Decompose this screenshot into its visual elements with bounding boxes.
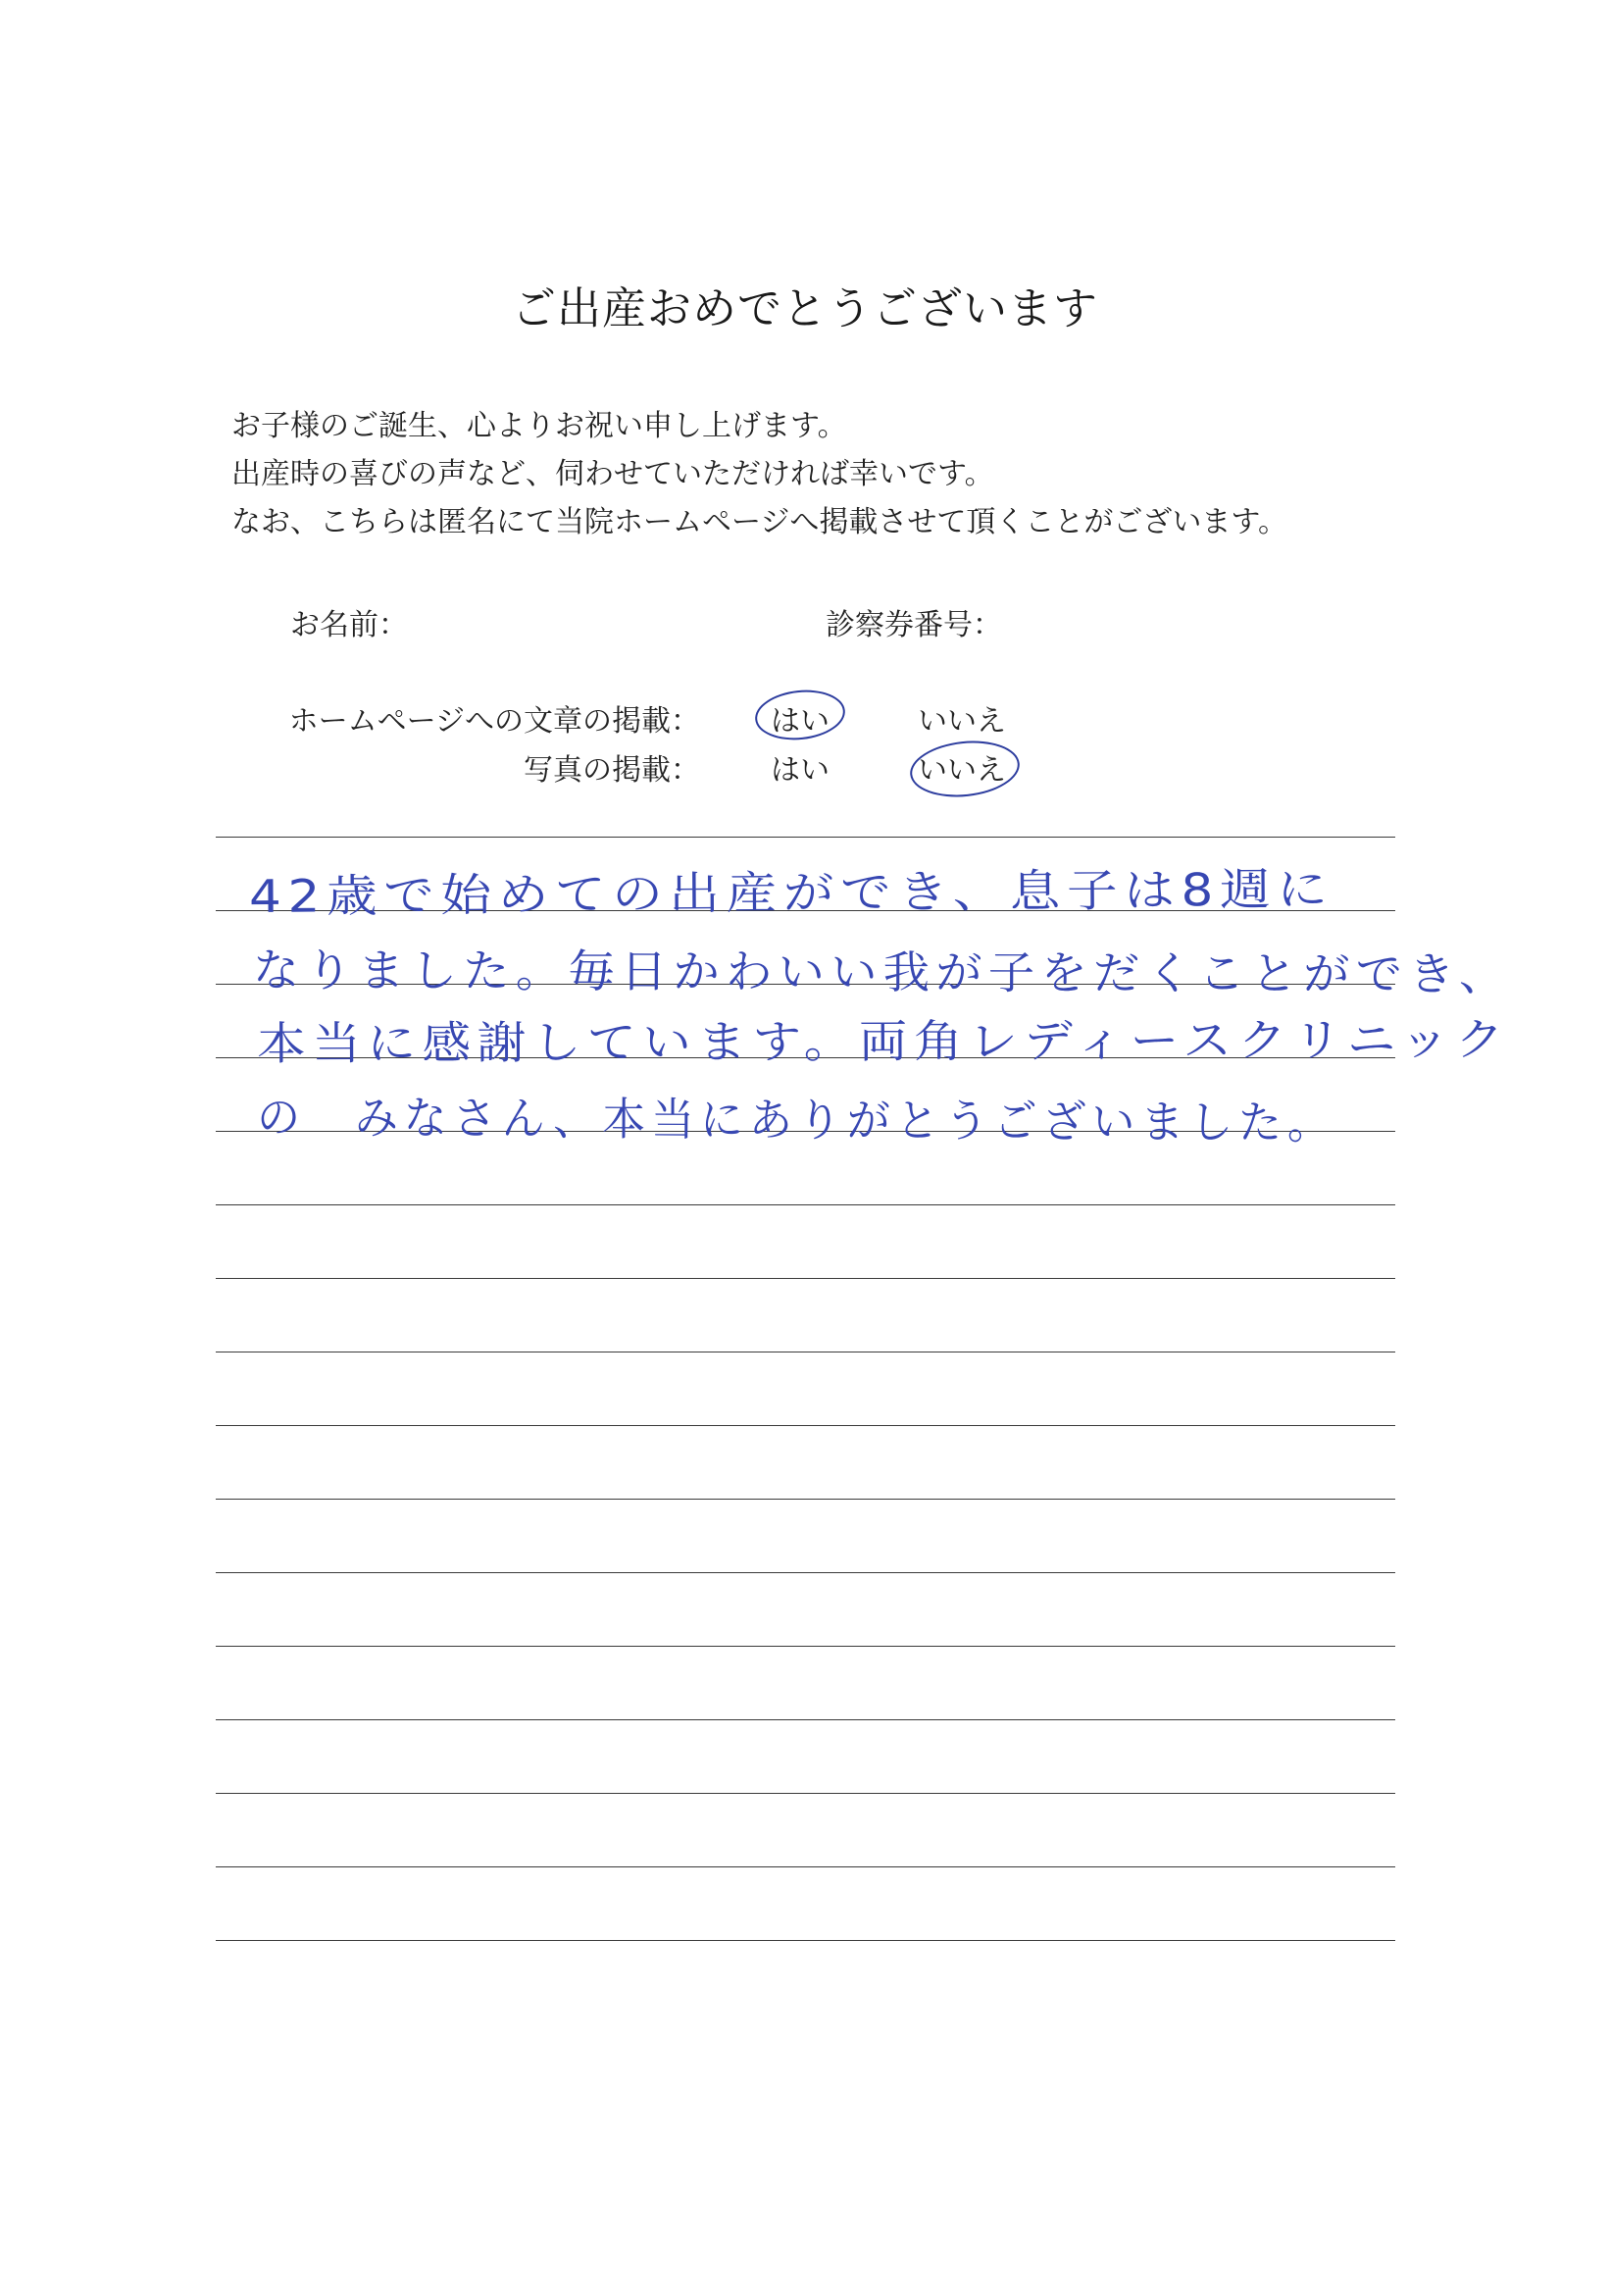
message-line: 本当に感謝しています。両角レディースクリニック (256, 1012, 1511, 1070)
intro-line: なお、こちらは匿名にて当院ホームページへ掲載させて頂くことがございます。 (231, 505, 1287, 539)
message-line: 42歳で始めての出産ができ、息子は8週に (248, 862, 1334, 923)
ruled-line (216, 1572, 1395, 1573)
text-publication-yes[interactable]: はい (771, 704, 830, 739)
text-publication-label: ホームページへの文章の掲載： (288, 704, 700, 739)
selection-circle (753, 686, 848, 743)
ruled-line (216, 1866, 1395, 1867)
patient-number-label: 診察券番号： (826, 608, 1002, 642)
photo-publication-no[interactable]: いいえ (918, 753, 1006, 788)
intro-line: お子様のご誕生、心よりお祝い申し上げます。 (231, 409, 847, 443)
message-line: なりました。毎日かわいい我が子をだくことができ、 (252, 944, 1512, 1001)
ruled-line (216, 1425, 1395, 1426)
ruled-line (216, 1204, 1395, 1205)
ruled-line (216, 1278, 1395, 1279)
intro-paragraph (231, 402, 1388, 546)
ruled-line (216, 837, 1395, 838)
text-publication-no[interactable]: いいえ (918, 704, 1006, 739)
ruled-line (216, 1646, 1395, 1647)
page-title: ご出産おめでとうございます (511, 282, 1098, 334)
photo-publication-yes[interactable]: はい (771, 753, 830, 788)
intro-line: 出産時の喜びの声など、伺わせていただければ幸いです。 (231, 457, 994, 491)
ruled-line (216, 1793, 1395, 1794)
ruled-line (216, 1499, 1395, 1500)
ruled-line (216, 1940, 1395, 1941)
ruled-line (216, 1719, 1395, 1720)
photo-publication-label: 写真の掲載： (524, 753, 700, 788)
message-line: の みなさん、本当にありがとうございました。 (256, 1091, 1337, 1149)
name-label: お名前： (290, 608, 408, 642)
